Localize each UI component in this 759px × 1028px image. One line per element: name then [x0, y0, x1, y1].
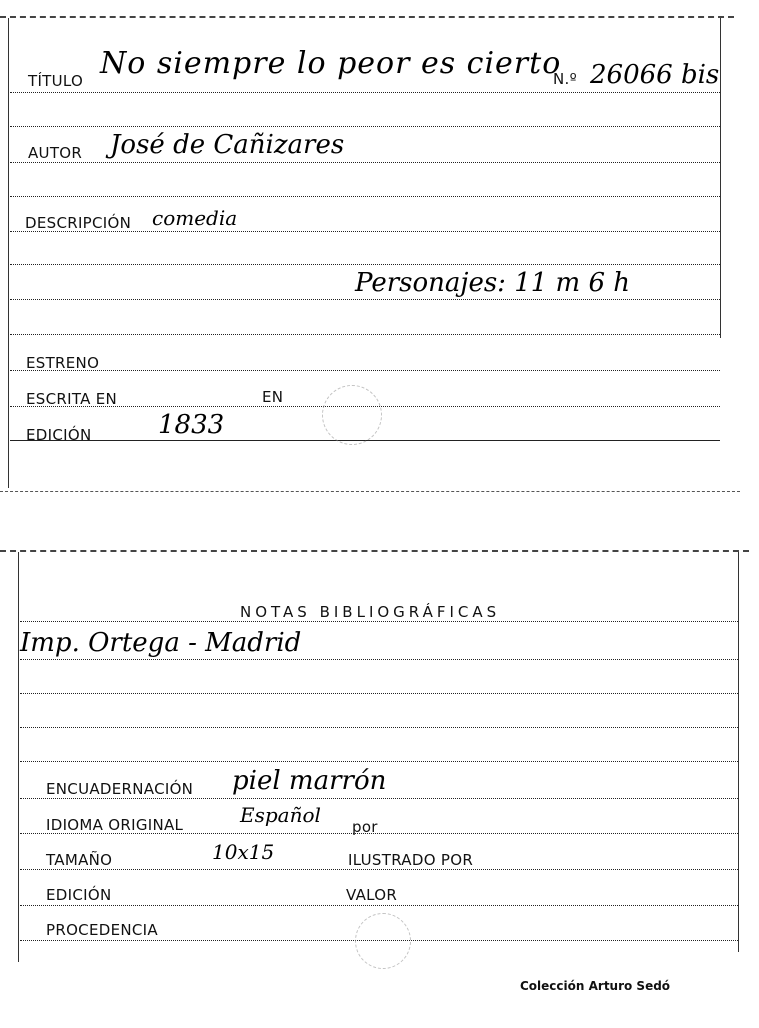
row-line: [10, 92, 720, 93]
edicion-label: EDICIÓN: [26, 426, 92, 444]
autor-value: José de Cañizares: [110, 130, 345, 160]
number-value: 26066 bis: [590, 60, 720, 90]
descripcion-value: comedia: [152, 206, 238, 230]
valor-label: VALOR: [346, 886, 398, 904]
row-line: [20, 659, 738, 660]
card-right-border: [738, 552, 739, 952]
row-line: [10, 126, 720, 127]
faint-stamp-mark: [355, 913, 411, 969]
card-right-border: [720, 18, 721, 338]
row-line: [10, 370, 720, 371]
titulo-value: No siempre lo peor es cierto: [100, 46, 562, 81]
number-label: N.º: [553, 70, 577, 88]
edicion-value: 1833: [158, 410, 225, 440]
row-line: [10, 196, 720, 197]
row-line: [20, 869, 738, 870]
card-left-border: [8, 18, 9, 488]
tamano-label: TAMAÑO: [46, 851, 113, 869]
row-line: [20, 798, 738, 799]
catalog-card-lower: [0, 548, 759, 1028]
row-line: [10, 264, 720, 265]
edicion-label: EDICIÓN: [46, 886, 112, 904]
collection-footer: Colección Arturo Sedó: [520, 979, 671, 993]
row-line: [10, 299, 720, 300]
autor-label: AUTOR: [28, 144, 83, 162]
titulo-label: TÍTULO: [28, 72, 84, 90]
encuadernacion-label: ENCUADERNACIÓN: [46, 780, 194, 798]
row-line: [20, 727, 738, 728]
row-line: [10, 334, 720, 335]
por-label: por: [352, 818, 378, 836]
row-line: [20, 621, 738, 622]
encuadernacion-value: piel marrón: [232, 766, 387, 796]
row-line: [10, 162, 720, 163]
row-line: [20, 693, 738, 694]
procedencia-label: PROCEDENCIA: [46, 921, 158, 939]
notas-heading: NOTAS BIBLIOGRÁFICAS: [240, 603, 501, 621]
notas-value: Imp. Ortega - Madrid: [20, 628, 302, 658]
idioma-value: Español: [240, 803, 321, 827]
escrita-en-label: ESCRITA EN: [26, 390, 118, 408]
row-line: [20, 761, 738, 762]
ilustrado-label: ILUSTRADO POR: [348, 851, 474, 869]
card-top-edge: [0, 16, 734, 18]
en-label: EN: [262, 388, 284, 406]
descripcion-label: DESCRIPCIÓN: [25, 214, 132, 232]
card-top-edge: [0, 550, 749, 552]
tamano-value: 10x15: [212, 840, 275, 864]
row-line: [20, 905, 738, 906]
catalog-card-upper: [0, 0, 759, 500]
estreno-label: ESTRENO: [26, 354, 100, 372]
card-bottom-edge: [0, 491, 740, 492]
personajes-value: Personajes: 11 m 6 h: [355, 268, 631, 298]
faint-stamp-mark: [322, 385, 382, 445]
idioma-label: IDIOMA ORIGINAL: [46, 816, 184, 834]
card-left-border: [18, 552, 19, 962]
